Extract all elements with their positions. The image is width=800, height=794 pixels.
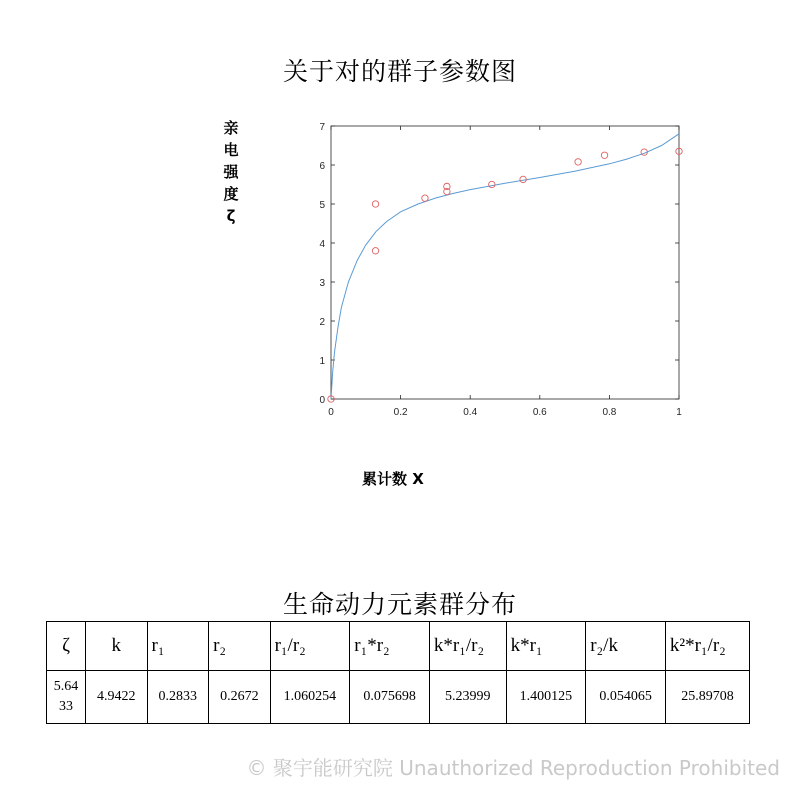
header-r1-times-r2: r₁*r₂	[350, 622, 430, 671]
header-r2: r₂	[209, 622, 271, 671]
y-axis-label-char: 度	[223, 185, 239, 203]
header-k2-r1-div-r2: k²*r₁/r₂	[665, 622, 749, 671]
header-r1-div-r2: r₁/r₂	[270, 622, 350, 671]
y-tick-label: 1	[319, 356, 325, 367]
y-tick-label: 7	[319, 122, 325, 133]
x-tick-label: 0	[328, 407, 334, 418]
y-tick-label: 3	[319, 278, 325, 289]
y-axis-label-char: 强	[223, 163, 239, 181]
y-axis-label-char: ζ	[226, 207, 236, 225]
header-r2-div-k: r₂/k	[586, 622, 666, 671]
x-tick-label: 0.4	[463, 407, 478, 418]
cell-r1-div-r2: 1.060254	[270, 671, 350, 724]
y-axis-label-char: 亲	[223, 119, 239, 137]
cell-k-r1-div-r2: 5.23999	[429, 671, 506, 724]
y-tick-label: 4	[319, 239, 325, 250]
header-zeta: ζ	[47, 622, 86, 671]
cell-r1-times-r2: 0.075698	[350, 671, 430, 724]
y-tick-label: 5	[319, 200, 325, 211]
table-title: 生命动力元素群分布	[282, 590, 517, 619]
plot-frame	[331, 126, 679, 399]
header-k: k	[86, 622, 148, 671]
cell-zeta: 5.6433	[47, 671, 86, 724]
cell-k2-r1-div-r2: 25.89708	[665, 671, 749, 724]
watermark: © 聚宇能研究院 Unauthorized Reproduction Prohibited	[246, 756, 780, 780]
cell-r1: 0.2833	[147, 671, 209, 724]
y-tick-label: 6	[319, 161, 325, 172]
x-tick-label: 0.2	[393, 407, 408, 418]
x-tick-label: 0.6	[532, 407, 547, 418]
y-tick-label: 2	[319, 317, 325, 328]
table-header-row	[47, 622, 750, 671]
header-k-r1: k*r₁	[506, 622, 586, 671]
cell-k-r1: 1.400125	[506, 671, 586, 724]
cell-r2: 0.2672	[209, 671, 271, 724]
cell-k: 4.9422	[86, 671, 148, 724]
x-tick-label: 0.8	[602, 407, 617, 418]
y-axis-label-char: 电	[223, 141, 239, 159]
cell-r2-div-k: 0.054065	[586, 671, 666, 724]
parameter-table	[46, 621, 750, 724]
x-tick-label: 1	[676, 407, 682, 418]
chart-title: 关于对的群子参数图	[282, 57, 517, 86]
header-k-r1-div-r2: k*r₁/r₂	[429, 622, 506, 671]
header-r1: r₁	[147, 622, 209, 671]
y-tick-label: 0	[319, 395, 325, 406]
x-axis-label: 累计数 X	[362, 470, 424, 488]
table-row	[47, 671, 750, 724]
